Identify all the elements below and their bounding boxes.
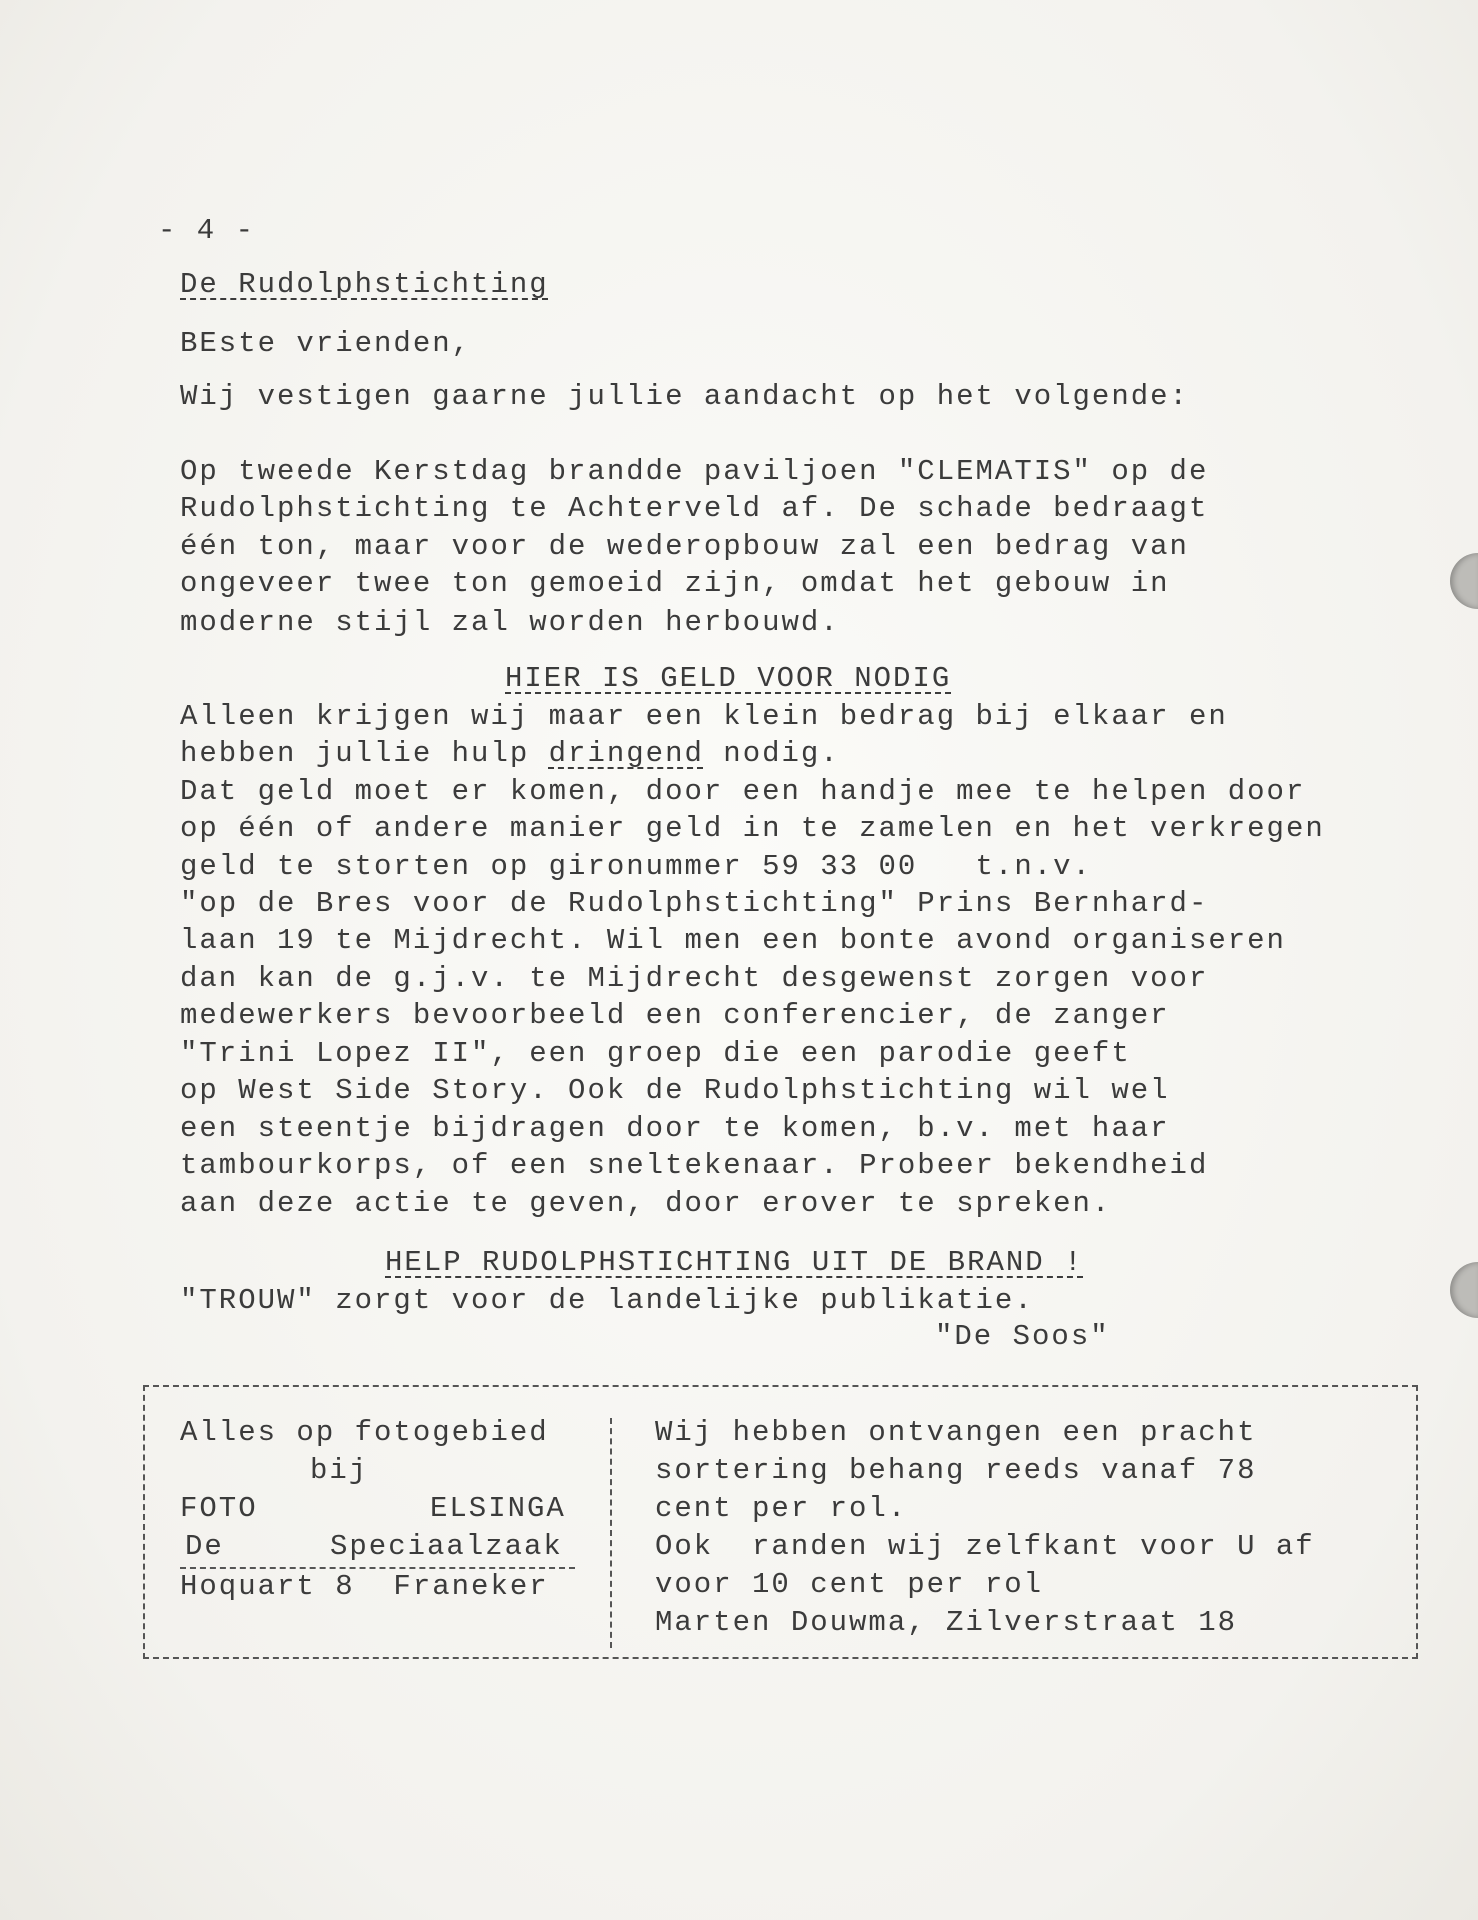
article-title: De Rudolphstichting [180,268,549,301]
ad-behang-line: sortering behang reeds vanaf 78 [655,1454,1257,1487]
paragraph1-line: ongeveer twee ton gemoeid zijn, omdat het gebouw in [180,567,1170,600]
ad-foto-line: FOTO [180,1492,258,1525]
ad-foto-line: bij [310,1454,369,1487]
ad-underline-rule [180,1567,575,1569]
paragraph2-line: laan 19 te Mijdrecht. Wil men een bonte avond organiseren [180,924,1286,957]
paragraph2-line: dan kan de g.j.v. te Mijdrecht desgewenst zorgen voor [180,962,1209,995]
paragraph2-line: Alleen krijgen wij maar een klein bedrag bij elkaar en [180,700,1228,733]
paragraph2-line: medewerkers bevoorbeeld een conferencier, de zanger [180,999,1170,1032]
paragraph1-line: Rudolphstichting te Achterveld af. De schade bedraagt [180,492,1209,525]
ad-behang-line: Ook randen wij zelfkant voor U af [655,1530,1315,1563]
paragraph2-line: "op de Bres voor de Rudolphstichting" Prins Bernhard- [180,887,1209,920]
ad-behang-line: Marten Douwma, Zilverstraat 18 [655,1606,1238,1639]
ad-foto-line: ELSINGA [430,1492,566,1525]
ad-divider [610,1418,612,1648]
paragraph2-line: geld te storten op gironummer 59 33 00 t.n.v. [180,850,1092,883]
ad-foto-line: Hoquart 8 Franeker [180,1570,549,1603]
paragraph2-line [180,737,840,771]
text-segment: hebben jullie hulp [180,737,549,770]
page-number: - 4 - [158,214,256,247]
ad-behang-line: voor 10 cent per rol [655,1568,1044,1601]
paragraph2-line: Dat geld moet er komen, door een handje mee te helpen door [180,775,1306,808]
greeting: BEste vrienden, [180,327,472,360]
signature: "De Soos" [935,1320,1110,1353]
ad-behang-line: cent per rol. [655,1492,908,1525]
intro-line: Wij vestigen gaarne jullie aandacht op het volgende: [180,380,1189,413]
paragraph2-line: "Trini Lopez II", een groep die een parodie geeft [180,1037,1131,1070]
paragraph1-line: moderne stijl zal worden herbouwd. [180,606,840,639]
text-segment: nodig. [703,737,840,770]
paragraph2-line: op één of andere manier geld in te zamelen en het verkregen [180,812,1325,845]
ad-behang-line: Wij hebben ontvangen een pracht [655,1416,1257,1449]
paragraph1-line: één ton, maar voor de wederopbouw zal een bedrag van [180,530,1189,563]
closing-line: "TROUW" zorgt voor de landelijke publikatie. [180,1284,1034,1317]
emphasis-dringend: dringend [548,737,704,770]
heading-help-rudolphstichting: HELP RUDOLPHSTICHTING UIT DE BRAND ! [385,1246,1084,1279]
paragraph2-line: een steentje bijdragen door te komen, b.v. met haar [180,1112,1170,1145]
ad-foto-line: Alles op fotogebied [180,1416,549,1449]
paragraph2-line: tambourkorps, of een sneltekenaar. Probeer bekendheid [180,1149,1209,1182]
ad-foto-line: Speciaalzaak [330,1530,563,1563]
heading-geld-nodig: HIER IS GELD VOOR NODIG [505,662,952,695]
paragraph2-line: op West Side Story. Ook de Rudolphstichting wil wel [180,1074,1170,1107]
paragraph1-line: Op tweede Kerstdag brandde paviljoen "CLEMATIS" op de [180,455,1209,488]
ad-foto-line: De [185,1530,224,1563]
paragraph2-line: aan deze actie te geven, door erover te spreken. [180,1187,1112,1220]
